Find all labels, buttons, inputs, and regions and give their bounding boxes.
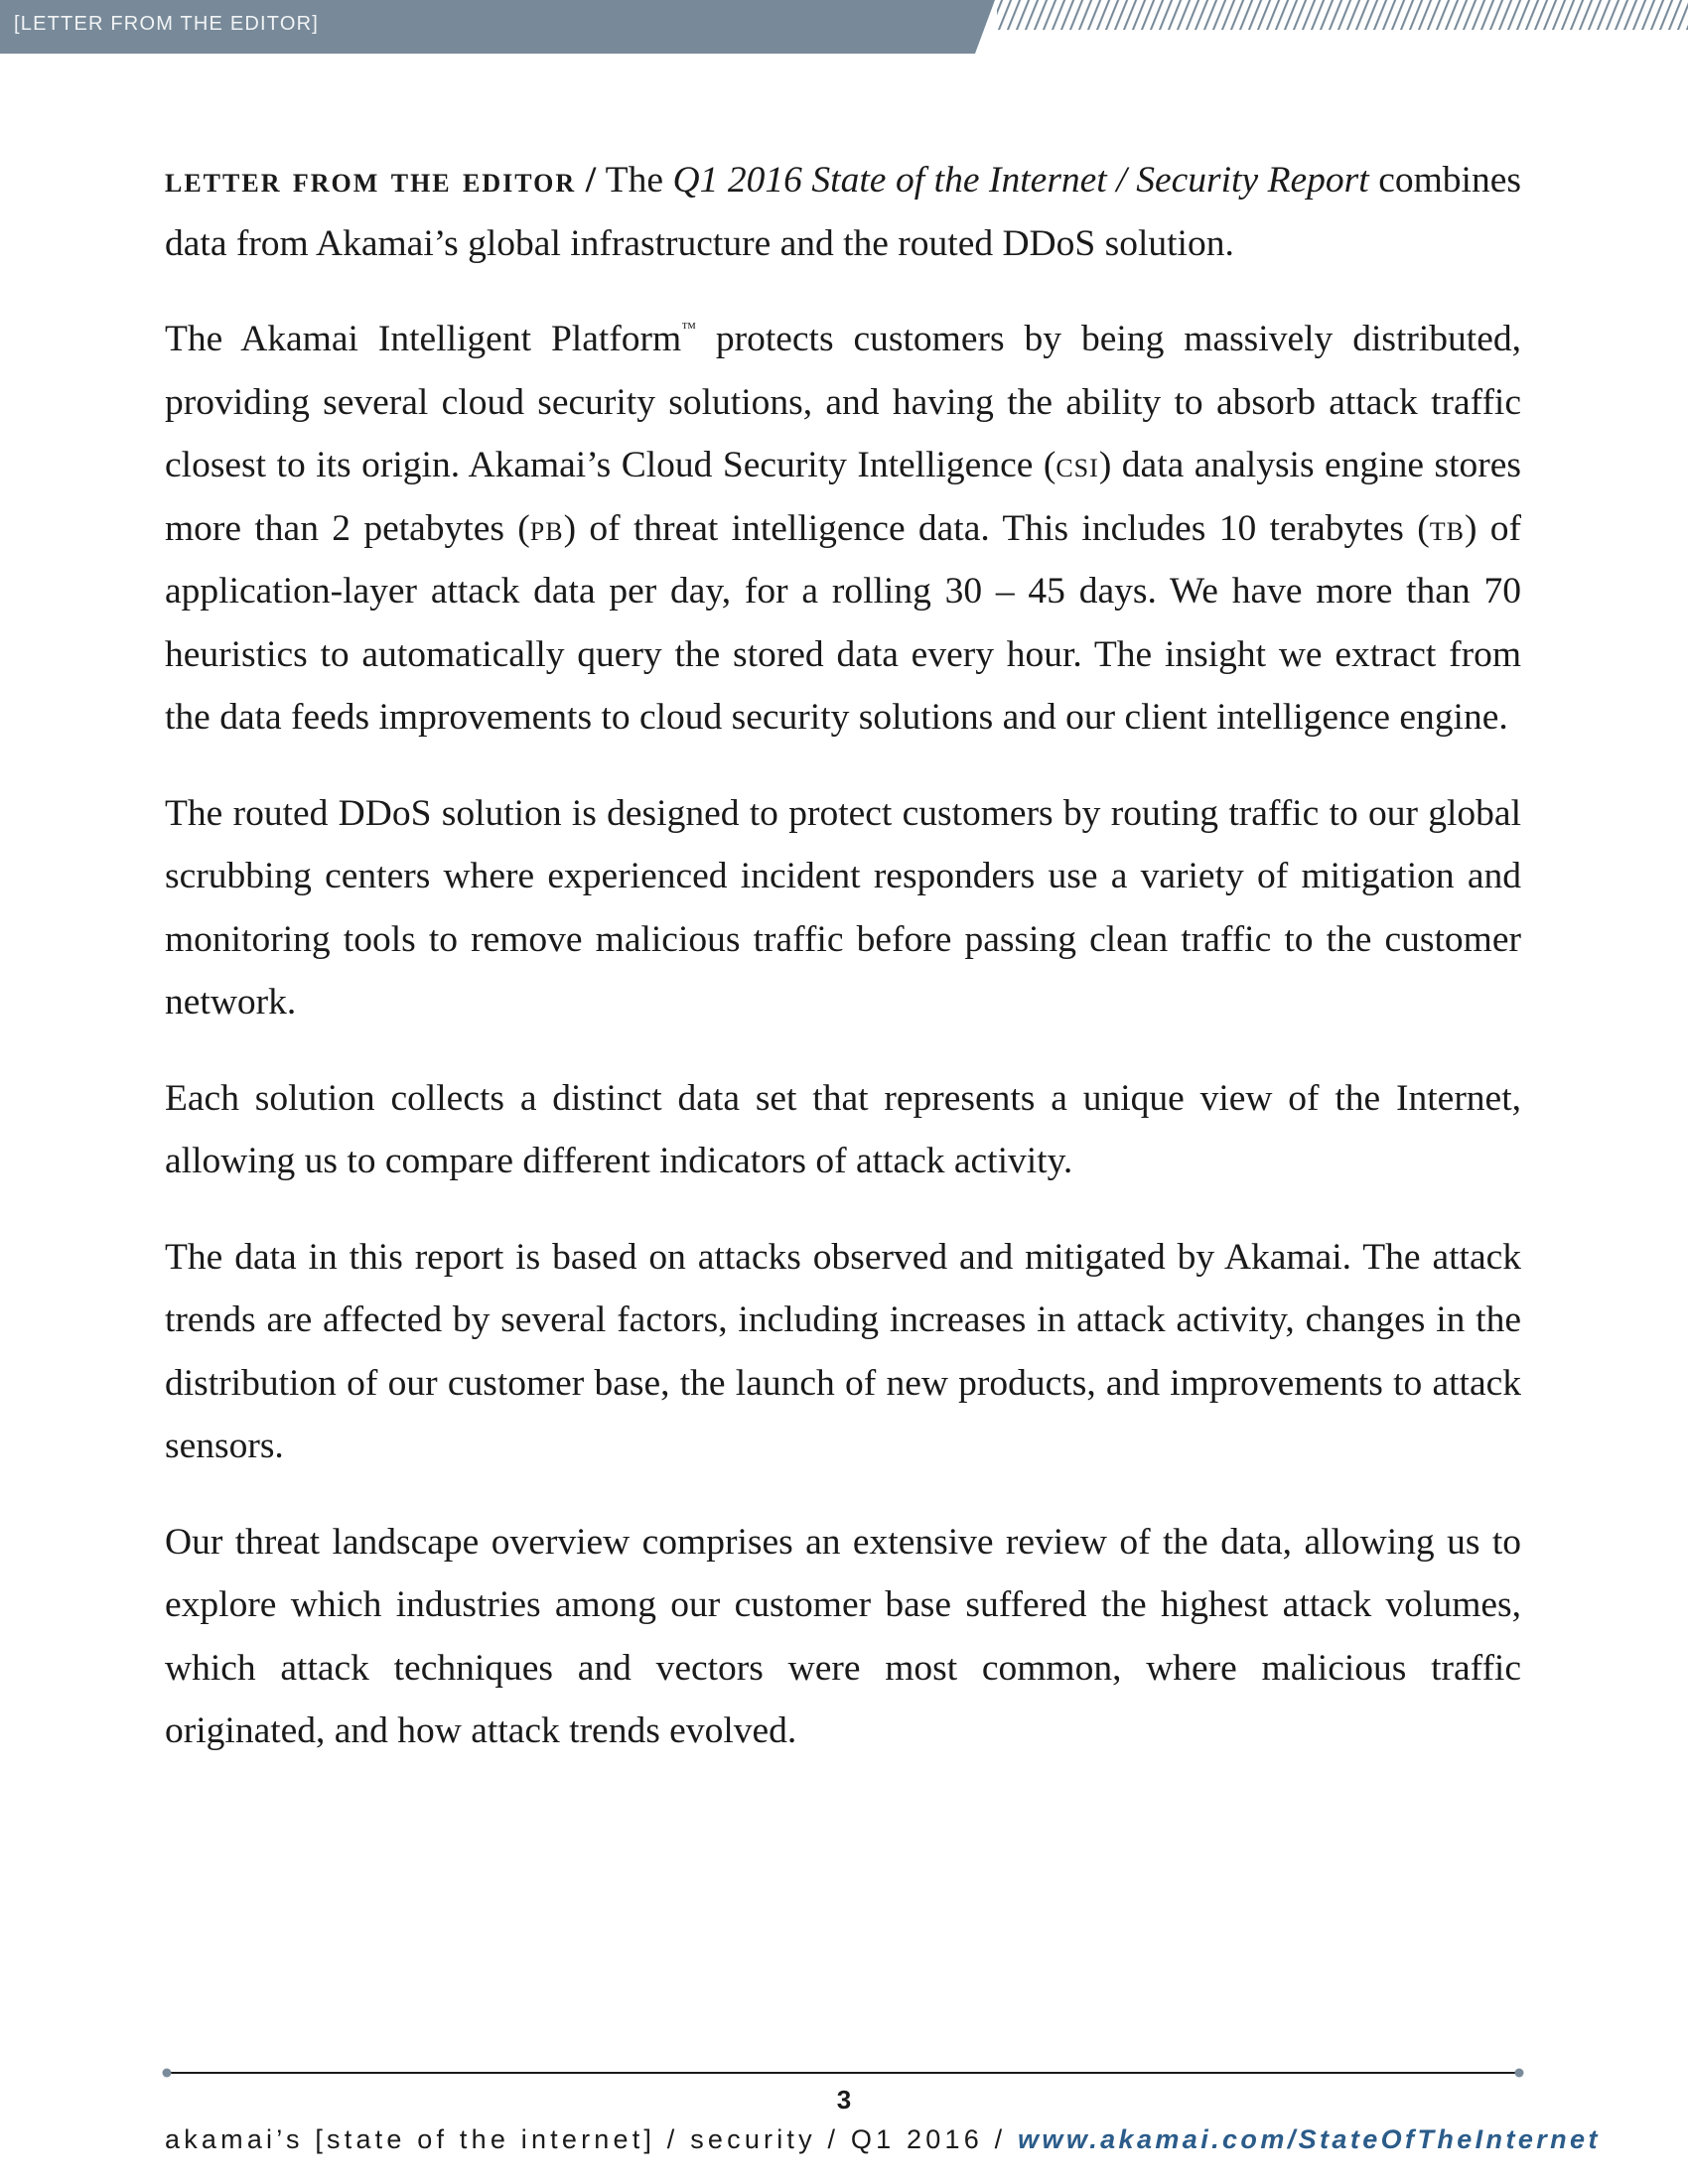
letter-body [165, 149, 1521, 1796]
page-number: 3 [836, 2085, 852, 2115]
routed-ddos-paragraph: The routed DDoS solution is designed to protect customers by routing traffic to our global scrubbing centers where experienced incident responders use a variety of mitigation and monitoring tools to remove malicious traffic before passing clean traffic to the customer network. [165, 792, 1521, 1023]
intro-label: letter from the editor [165, 160, 577, 201]
report-title: Q1 2016 State of the Internet / Security Report [672, 160, 1369, 201]
intro-separator: / [576, 160, 606, 201]
banner-hatch-pattern [997, 0, 1688, 30]
platform-text-5: ) of application-layer attack data per day, for a rolling 30 – 45 days. We have more than 70 heuristics to automatically query the stored data every hour. The insight we extract from the data feeds improvements to cloud security solutions and our client intelligence engine. [165, 507, 1521, 738]
platform-text-3: ) data analysis engine stores more than 2 petabytes ( [165, 445, 1521, 549]
abbr-tb: tb [1429, 507, 1465, 549]
footer-divider [161, 2063, 1525, 2083]
intro-text-start: The [605, 160, 673, 201]
report-basis-paragraph: The data in this report is based on attacks observed and mitigated by Akamai. The attack trends are affected by several factors, including increases in attack activity, changes in the distribution of our customer base, the launch of new products, and improvements to attack sensors. [165, 1236, 1521, 1466]
trademark-symbol: ™ [681, 321, 696, 337]
platform-text-1: The Akamai Intelligent Platform [165, 319, 682, 359]
header-banner [0, 0, 1688, 54]
section-label: [LETTER FROM THE EDITOR] [14, 13, 319, 35]
platform-paragraph [165, 308, 1521, 750]
publication-name: akamai’s [state of the internet] / security / Q1 2016 / [165, 2124, 1019, 2154]
data-set-paragraph: Each solution collects a distinct data set that represents a unique view of the Internet, allowing us to compare different indicators of attack activity. [165, 1077, 1521, 1181]
platform-text-4: ) of threat intelligence data. This includes 10 terabytes ( [563, 507, 1430, 549]
threat-landscape-paragraph: Our threat landscape overview comprises an extensive review of the data, allowing us to explore which industries among our customer base suffered the highest attack volumes, which attack techniques and vectors were most common, where malicious traffic originated, and how attack trends evolved. [165, 1521, 1521, 1751]
report-url-link[interactable]: www.akamai.com/StateOfTheInternet [1018, 2124, 1601, 2154]
footer-publication [165, 2124, 1601, 2155]
intro-text-end: combines data from Akamai’s global infrastructure and the routed DDoS solution. [165, 160, 1521, 264]
platform-text-2: protects customers by being massively distributed, providing several cloud security solutions, and having the ability to absorb attack traffic closest to its origin. Akamai’s Cloud Security Intelligence ( [165, 319, 1521, 485]
abbr-csi: csi [1055, 445, 1099, 485]
divider-dot-left [163, 2069, 172, 2078]
intro-paragraph [165, 149, 1521, 275]
divider-dot-right [1515, 2069, 1524, 2078]
abbr-pb: pb [529, 507, 564, 549]
